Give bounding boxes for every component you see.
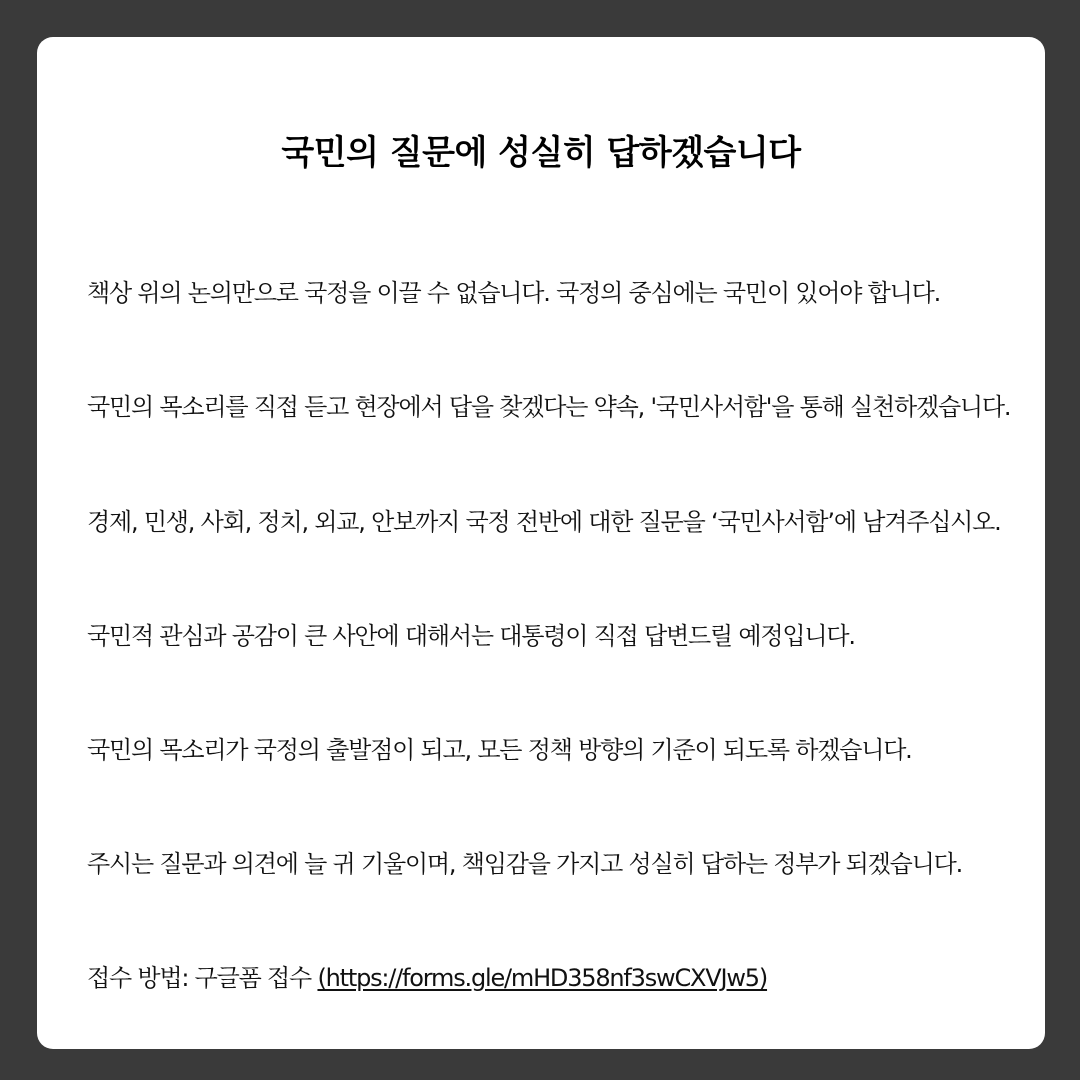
paragraph-6: 주시는 질문과 의견에 늘 귀 기울이며, 책임감을 가지고 성실히 답하는 정부가 되겠습니다. bbox=[87, 850, 962, 878]
submission-label: 접수 방법: 구글폼 접수 bbox=[87, 964, 318, 992]
paragraph-2: 국민의 목소리를 직접 듣고 현장에서 답을 찾겠다는 약속, '국민사서함'을 통해 실천하겠습니다. bbox=[87, 393, 1011, 421]
paragraph-1: 책상 위의 논의만으로 국정을 이끌 수 없습니다. 국정의 중심에는 국민이 있어야 합니다. bbox=[87, 279, 941, 307]
notice-card bbox=[37, 37, 1045, 1049]
notice-title: 국민의 질문에 성실히 답하겠습니다 bbox=[281, 133, 801, 173]
google-form-link[interactable]: (https://forms.gle/mHD358nf3swCXVJw5) bbox=[317, 964, 768, 992]
paragraph-5: 국민의 목소리가 국정의 출발점이 되고, 모든 정책 방향의 기준이 되도록 하겠습니다. bbox=[87, 736, 912, 764]
paragraph-3: 경제, 민생, 사회, 정치, 외교, 안보까지 국정 전반에 대한 질문을 ‘국민사서함’에 남겨주십시오. bbox=[87, 508, 1001, 536]
submission-info bbox=[87, 958, 767, 993]
paragraph-4: 국민적 관심과 공감이 큰 사안에 대해서는 대통령이 직접 답변드릴 예정입니다. bbox=[87, 622, 855, 650]
